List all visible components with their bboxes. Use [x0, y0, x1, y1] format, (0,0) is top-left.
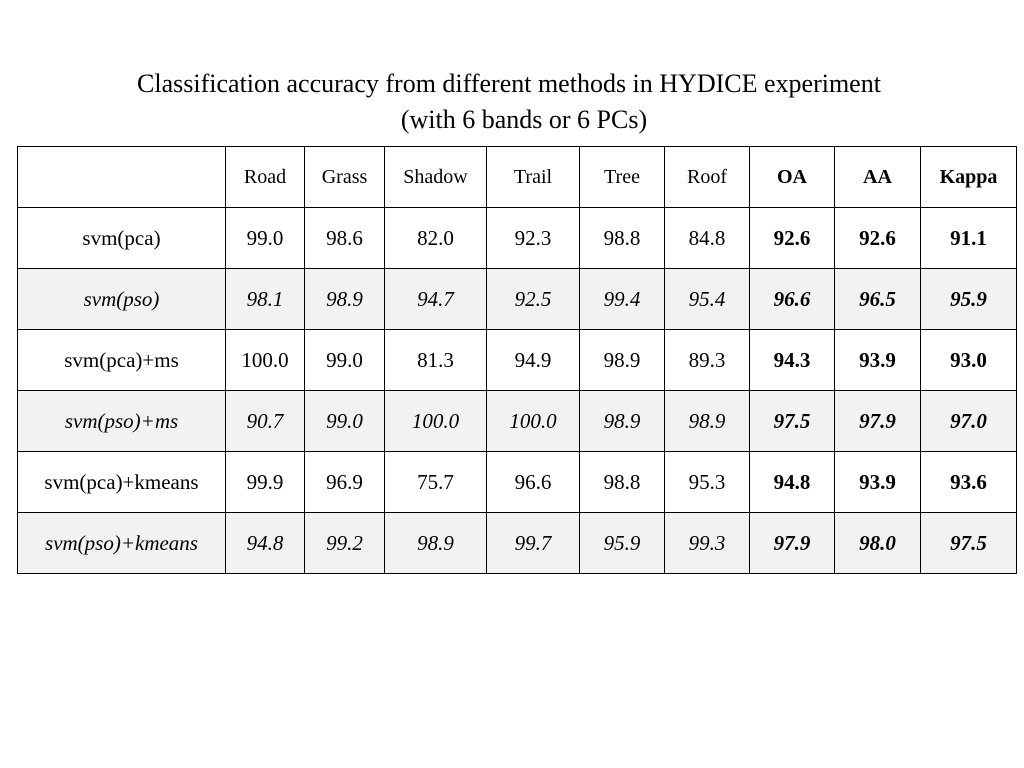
header-cell-method	[18, 147, 226, 208]
table-row	[18, 513, 1017, 574]
header-cell-shadow: Shadow	[385, 147, 487, 208]
table-cell-aa: 98.0	[835, 513, 921, 574]
table-cell: 99.2	[305, 513, 385, 574]
table-row	[18, 208, 1017, 269]
table-cell-kappa: 93.6	[921, 452, 1017, 513]
table-cell: 99.0	[305, 391, 385, 452]
table-row	[18, 391, 1017, 452]
table-cell: 92.3	[487, 208, 580, 269]
title-line-2: (with 6 bands or 6 PCs)	[400, 105, 648, 134]
header-cell-kappa: Kappa	[921, 147, 1017, 208]
header-cell-aa: AA	[835, 147, 921, 208]
table-row	[18, 269, 1017, 330]
table-cell-oa: 96.6	[750, 269, 835, 330]
table-cell: 96.9	[305, 452, 385, 513]
table-cell: 98.1	[226, 269, 305, 330]
table-cell: 82.0	[385, 208, 487, 269]
table-cell: 98.8	[580, 452, 665, 513]
table-cell: 92.5	[487, 269, 580, 330]
row-label: svm(pca)	[18, 208, 226, 269]
table-cell: 99.4	[580, 269, 665, 330]
table-header-row	[18, 147, 1017, 208]
table-cell: 100.0	[487, 391, 580, 452]
table-cell: 95.9	[580, 513, 665, 574]
table-cell-kappa: 95.9	[921, 269, 1017, 330]
header-cell-tree: Tree	[580, 147, 665, 208]
table-cell-oa: 94.8	[750, 452, 835, 513]
table-cell: 99.0	[226, 208, 305, 269]
table-body	[18, 208, 1017, 574]
row-label: svm(pso)+ms	[18, 391, 226, 452]
table-cell-oa: 97.5	[750, 391, 835, 452]
header-cell-road: Road	[226, 147, 305, 208]
table-cell: 95.4	[665, 269, 750, 330]
table-cell: 98.9	[305, 269, 385, 330]
table-cell: 99.9	[226, 452, 305, 513]
table-cell-aa: 97.9	[835, 391, 921, 452]
table-cell-kappa: 93.0	[921, 330, 1017, 391]
table-cell: 99.0	[305, 330, 385, 391]
row-label: svm(pca)+kmeans	[18, 452, 226, 513]
title-line-1: Classification accuracy from different methods in HYDICE experiment	[137, 69, 881, 98]
table-cell: 95.3	[665, 452, 750, 513]
table-cell-aa: 92.6	[835, 208, 921, 269]
table-cell: 98.9	[385, 513, 487, 574]
header-cell-trail: Trail	[487, 147, 580, 208]
table-cell: 99.3	[665, 513, 750, 574]
table-cell: 98.6	[305, 208, 385, 269]
table-cell: 98.8	[580, 208, 665, 269]
table-cell: 98.9	[580, 391, 665, 452]
table-cell: 98.9	[580, 330, 665, 391]
table-cell-oa: 97.9	[750, 513, 835, 574]
header-cell-roof: Roof	[665, 147, 750, 208]
row-label: svm(pso)+kmeans	[18, 513, 226, 574]
table-cell-aa: 93.9	[835, 330, 921, 391]
table-cell: 98.9	[665, 391, 750, 452]
table-cell: 94.8	[226, 513, 305, 574]
table-cell: 84.8	[665, 208, 750, 269]
table-cell: 75.7	[385, 452, 487, 513]
row-label: svm(pso)	[18, 269, 226, 330]
table-cell: 96.6	[487, 452, 580, 513]
table-cell-kappa: 97.5	[921, 513, 1017, 574]
slide-title	[0, 66, 1024, 138]
table-cell-aa: 93.9	[835, 452, 921, 513]
row-label: svm(pca)+ms	[18, 330, 226, 391]
header-cell-grass: Grass	[305, 147, 385, 208]
table-cell: 90.7	[226, 391, 305, 452]
table-row	[18, 330, 1017, 391]
table-cell-aa: 96.5	[835, 269, 921, 330]
table-cell-oa: 92.6	[750, 208, 835, 269]
table-row	[18, 452, 1017, 513]
header-cell-oa: OA	[750, 147, 835, 208]
table-cell: 81.3	[385, 330, 487, 391]
table-cell-kappa: 91.1	[921, 208, 1017, 269]
table-cell: 89.3	[665, 330, 750, 391]
table-cell: 100.0	[226, 330, 305, 391]
table-cell: 100.0	[385, 391, 487, 452]
accuracy-table	[17, 146, 1017, 574]
table-cell: 99.7	[487, 513, 580, 574]
table-cell: 94.9	[487, 330, 580, 391]
table-cell-kappa: 97.0	[921, 391, 1017, 452]
table-cell-oa: 94.3	[750, 330, 835, 391]
table-cell: 94.7	[385, 269, 487, 330]
